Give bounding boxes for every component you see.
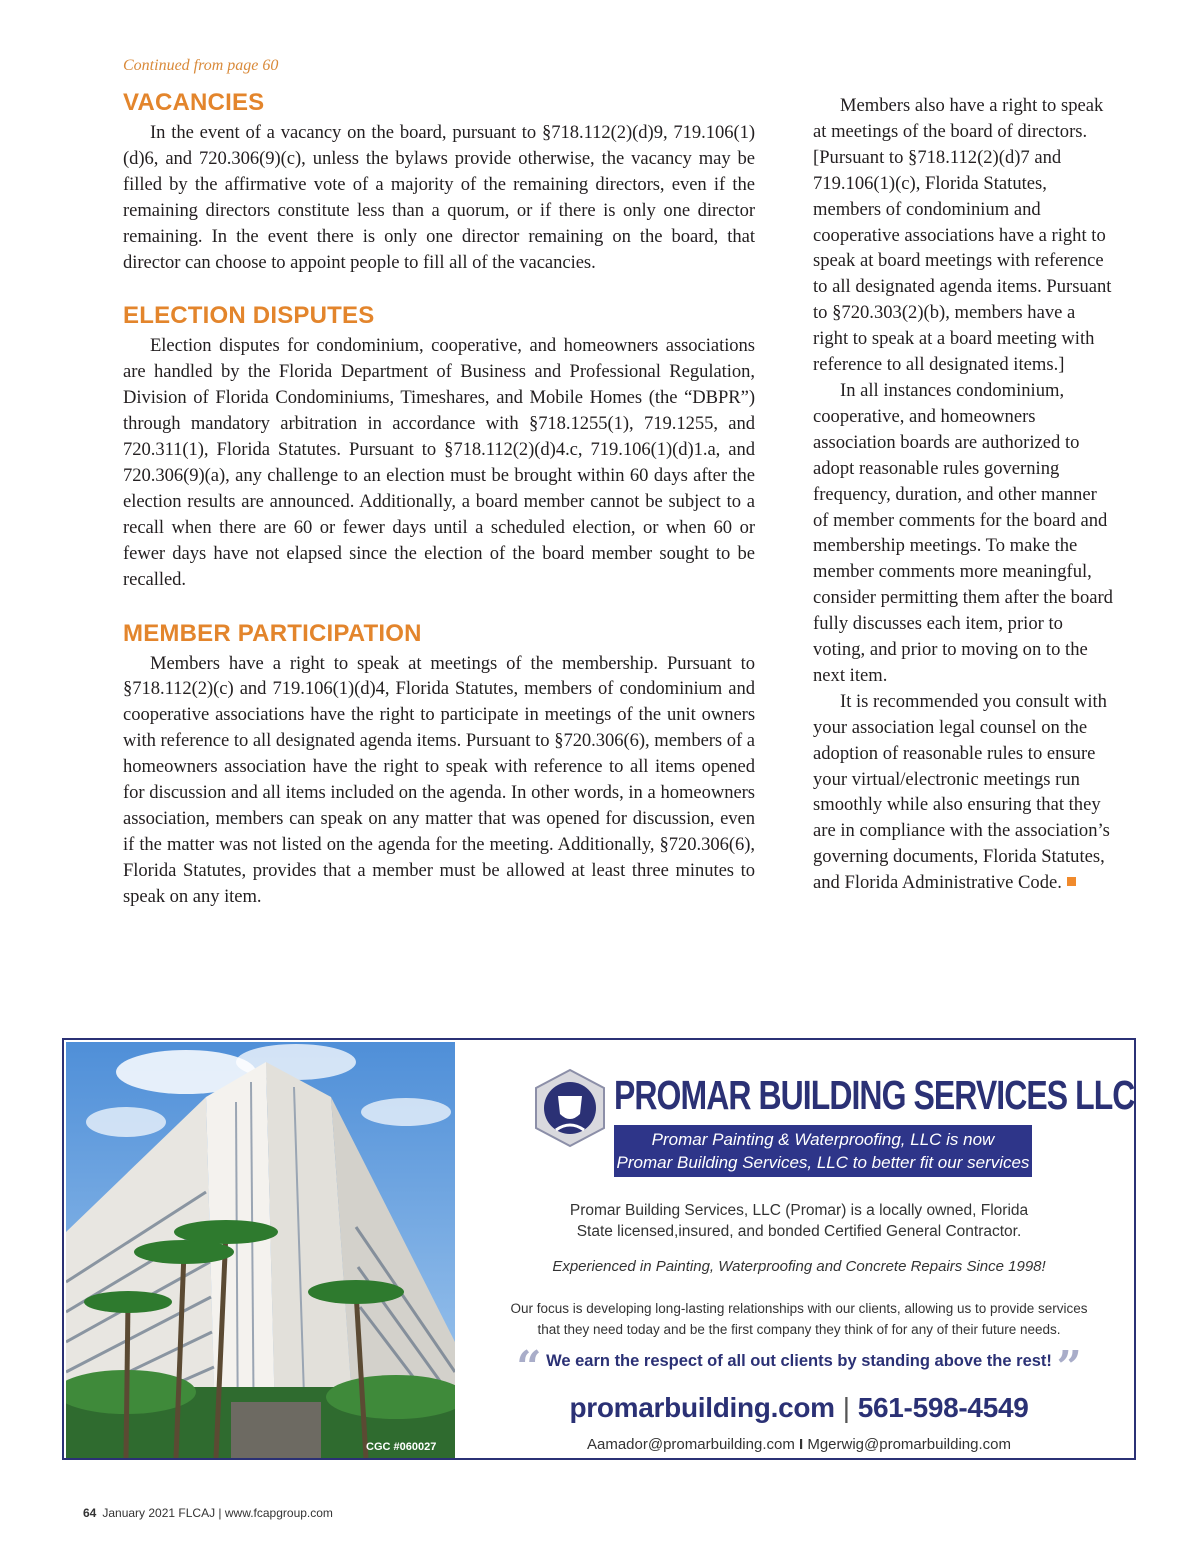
recommendation-body: It is recommended you consult with your association legal counsel on the adoption of reasonable rules to ensure your virtual/electronic meetings run smoothly while also ensuring that they are in compliance with the association’s governing documents, Florida Statutes, and Florida Administrative Code. [813, 690, 1110, 894]
company-description [464, 1200, 1134, 1242]
banner-line-1: Promar Painting & Waterproofing, LLC is now [651, 1130, 995, 1149]
end-mark-icon [1067, 877, 1076, 886]
open-quote-icon: “ [516, 1342, 542, 1393]
focus-line-1: Our focus is developing long-lasting relationships with our clients, allowing us to provide services [510, 1301, 1088, 1316]
email-separator: I [799, 1436, 804, 1453]
rules-text: In all instances condominium, cooperative, and homeowners association boards are authorized to adopt reasonable rules governing frequency, duration, and other manner of member comments for the board and membership meetings. To make the member comments more meaningful, consider permitting them after the board fully discusses each item, prior to voting, and prior to moving on to the next item. [813, 379, 1113, 686]
focus-line-2: that they need today and be the first company they think of for any of their future needs. [537, 1322, 1061, 1337]
banner-line-2: Promar Building Services, LLC to better fit our services [616, 1153, 1030, 1172]
page-footer [83, 1506, 333, 1520]
election-heading: ELECTION DISPUTES [123, 302, 375, 330]
page-number: 64 [83, 1506, 97, 1520]
participation-heading: MEMBER PARTICIPATION [123, 619, 422, 647]
vacancies-heading: VACANCIES [123, 89, 265, 116]
recommendation-text [813, 689, 1113, 896]
email-link-1[interactable]: Aamador@promarbuilding.com [587, 1436, 795, 1453]
phone-number[interactable]: 561-598-4549 [857, 1392, 1029, 1423]
experience-tagline: Experienced in Painting, Waterproofing and Concrete Repairs Since 1998! [552, 1258, 1046, 1275]
ad-content [464, 1040, 1134, 1458]
company-name: PROMAR BUILDING SERVICES LLC [614, 1072, 1135, 1118]
close-quote-icon: ” [1056, 1342, 1082, 1393]
divider: | [842, 1392, 850, 1423]
footer-info: January 2021 FLCAJ | www.fcapgroup.com [102, 1506, 333, 1520]
right-column [813, 93, 1113, 896]
election-text: Election disputes for condominium, cooperative, and homeowners associations are handled by the Florida Department of Business and Professional Regulation, Division of Florida Condominiums, Timeshares, and Mobile Homes (the “DBPR”) through mandatory arbitration in accordance with §718.1255(1), 719.1255, and 720.311(1), Florida Statutes. Pursuant to §718.112(2)(d)4.c, 719.106(1)(d)1.a, and 720.306(9)(a), any challenge to an election must be brought within 60 days after the election results are announced. Additionally, a board member cannot be subject to a recall when there are 60 or fewer days until a scheduled election, or when 60 or fewer days have not elapsed since the election of the board member sought to be recalled. [123, 335, 755, 590]
building-photo [66, 1042, 455, 1458]
contact-line [464, 1392, 1134, 1424]
board-speaking-text: Members also have a right to speak at meetings of the board of directors. [Pursuant to §718.112(2)(d)7 and 719.106(1)(c), Florida Statutes, members of condominium and cooperative associations have a right to speak at board meetings with reference to all designated agenda items. Pursuant to §720.303(2)(b), members have a right to speak at a board meeting with reference to all designated items.] [813, 95, 1112, 376]
focus-statement [464, 1298, 1134, 1340]
quote [464, 1342, 1134, 1393]
website-link[interactable]: promarbuilding.com [569, 1392, 835, 1423]
desc-line-1: Promar Building Services, LLC (Promar) is a locally owned, Florida [569, 1202, 1029, 1219]
vacancies-text: In the event of a vacancy on the board, pursuant to §718.112(2)(d)9, 719.106(1)(d)6, and 720.306(9)(c), unless the bylaws provide otherwise, the vacancy may be filled by the affirmative vote of a majority of the remaining directors, even if the remaining directors constitute less than a quorum, or if there is only one director remaining. In the event there is only one director remaining on the board, that director can choose to appoint people to fill all of the vacancies. [123, 122, 755, 273]
promar-logo-icon [532, 1068, 608, 1153]
left-column [123, 88, 755, 910]
license-label: CGC #060027 [366, 1441, 437, 1453]
quote-text: We earn the respect of all out clients by standing above the rest! [546, 1352, 1052, 1370]
participation-text: Members have a right to speak at meetings of the membership. Pursuant to §718.112(2)(c) and 719.106(1)(d)4, Florida Statutes, members of condominium and cooperative associations have the right to participate in meetings of the unit owners with reference to all designated agenda items. Pursuant to §720.306(6), members of a homeowners association have the right to speak with reference to all items opened for discussion and all items included on the agenda. In other words, in a homeowners association, members can speak on any matter that was opened for discussion, even if the matter was not listed on the agenda for the meeting. Additionally, §720.306(6), Florida Statutes, provides that a member must be allowed at least three minutes to speak on any item. [123, 652, 755, 907]
desc-line-2: State licensed,insured, and bonded Certified General Contractor. [576, 1223, 1022, 1240]
rename-banner [614, 1125, 1032, 1177]
continued-note: Continued from page 60 [123, 57, 279, 74]
email-line [464, 1436, 1134, 1453]
advertisement[interactable] [62, 1038, 1136, 1460]
email-link-2[interactable]: Mgerwig@promarbuilding.com [807, 1436, 1011, 1453]
